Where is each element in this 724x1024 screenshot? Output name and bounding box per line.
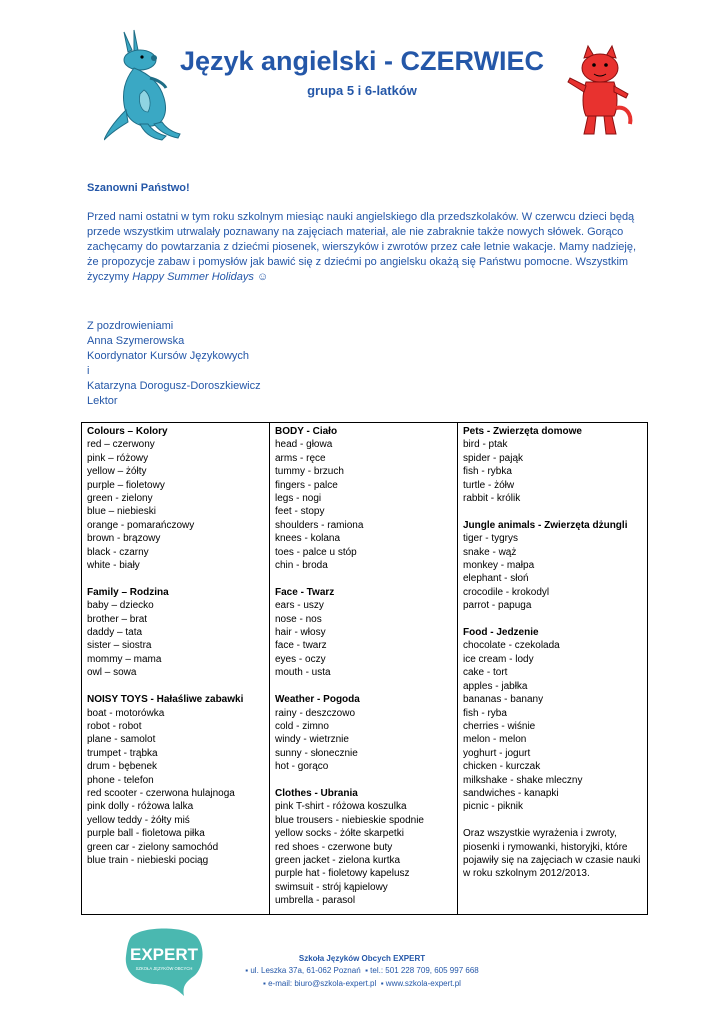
- vocab-item: knees - kolana: [275, 533, 341, 545]
- vocab-item: elephant - słoń: [463, 573, 529, 585]
- signature-line: Katarzyna Dorogusz-Doroszkiewicz: [87, 380, 261, 392]
- vocab-item: red shoes - czerwone buty: [275, 841, 393, 853]
- letter-wish: Happy Summer Holidays: [132, 271, 254, 283]
- vocab-item: purple ball - fioletowa piłka: [87, 828, 205, 840]
- section-spacer: [87, 572, 264, 585]
- vocab-item: umbrella - parasol: [275, 895, 356, 907]
- vocab-section-title: BODY - Ciało: [275, 426, 338, 437]
- vocab-column: [270, 423, 458, 915]
- vocab-closing-note: Oraz wszystkie wyrażenia i zwroty, piosenki i rymowanki, historyjki, które pojawiły się na zajęciach w czasie nauki w roku szkolnym 2012/2013.: [463, 828, 641, 880]
- vocab-item: pink dolly - różowa lalka: [87, 801, 194, 813]
- vocab-item: yoghurt - jogurt: [463, 747, 531, 759]
- vocab-column: [458, 423, 648, 915]
- footer-school: Szkoła Języków Obcych EXPERT: [298, 954, 426, 963]
- vocab-item: brother – brat: [87, 613, 148, 625]
- letter-body: [87, 210, 647, 285]
- vocab-item: mommy – mama: [87, 653, 162, 665]
- vocab-item: fish - rybka: [463, 466, 512, 478]
- signature-line: i: [87, 365, 90, 377]
- vocab-section-title: Face - Twarz: [275, 586, 335, 598]
- vocab-item: chin - broda: [275, 560, 328, 572]
- footer-website[interactable]: www.szkola-expert.pl: [385, 979, 461, 988]
- bullet-icon: ▪: [365, 966, 371, 975]
- vocab-item: head - głowa: [275, 439, 333, 451]
- vocab-item: crocodile - krokodyl: [463, 586, 550, 598]
- vocab-item: pink T-shirt - różowa koszulka: [275, 801, 407, 813]
- section-spacer: [463, 613, 642, 626]
- vocab-item: bananas - banany: [463, 694, 544, 706]
- vocab-item: blue trousers - niebieskie spodnie: [275, 814, 424, 826]
- vocab-section-title: Family – Rodzina: [87, 586, 169, 598]
- vocab-item: picnic - piknik: [463, 801, 524, 813]
- vocab-item: sister – siostra: [87, 640, 152, 652]
- footer-web-line: [0, 979, 724, 988]
- vocab-item: green - zielony: [87, 493, 153, 505]
- vocab-item: melon - melon: [463, 734, 527, 746]
- vocab-section-title: Weather - Pogoda: [275, 694, 360, 706]
- vocab-item: turtle - żółw: [463, 479, 515, 491]
- vocab-item: orange - pomarańczowy: [87, 519, 195, 531]
- vocab-item: rabbit - królik: [463, 493, 521, 505]
- vocab-item: cherries - wiśnie: [463, 720, 536, 732]
- vocab-item: eyes - oczy: [275, 653, 326, 665]
- vocab-item: drum - bębenek: [87, 761, 158, 773]
- vocab-item: cold - zimno: [275, 720, 329, 732]
- vocab-item: snake - wąż: [463, 546, 517, 558]
- vocab-section-title: Pets - Zwierzęta domowe: [463, 426, 582, 437]
- vocab-item: black - czarny: [87, 546, 149, 558]
- vocab-item: baby – dziecko: [87, 600, 154, 612]
- vocab-item: rainy - deszczowo: [275, 707, 356, 719]
- signature: [87, 319, 261, 409]
- logo-text: EXPERT: [129, 945, 199, 964]
- vocab-section-title: Clothes - Ubrania: [275, 787, 358, 799]
- vocab-item: monkey - małpa: [463, 560, 535, 572]
- footer-phone: tel.: 501 228 709, 605 997 668: [370, 966, 479, 975]
- vocab-item: legs - nogi: [275, 493, 322, 505]
- vocab-section-title: Colours – Kolory: [87, 426, 168, 437]
- letter-body-text: Przed nami ostatni w tym roku szkolnym miesiąc nauki angielskiego dla przedszkolaków. W czerwcu dzieci będą przede wszystkim utrwalały poznawany na zajęciach materiał, ale nie zabraknie także nowych słówek. Gorąco zachęcamy do powtarzania z dziećmi piosenek, wierszyków i zwrotów przez całe letnie wakacje. Mamy nadzieję, że propozycje zabaw i pomysłów jak bawić się z dziećmi po angielsku okażą się Państwu pomocne. Wszystkim życzymy: [87, 211, 637, 283]
- vocab-item: parrot - papuga: [463, 600, 532, 612]
- vocab-item: bird - ptak: [463, 439, 508, 451]
- letter: [87, 181, 647, 285]
- vocab-item: boat - motorówka: [87, 707, 165, 719]
- vocab-section-title: NOISY TOYS - Hałaśliwe zabawki: [87, 694, 244, 706]
- vocab-item: feet - stopy: [275, 506, 325, 518]
- bullet-icon: ▪: [263, 979, 269, 988]
- vocab-item: mouth - usta: [275, 667, 331, 679]
- vocab-item: red – czerwony: [87, 439, 155, 451]
- section-spacer: [275, 774, 452, 787]
- bullet-icon: ▪: [380, 979, 386, 988]
- vocab-item: purple – fioletowy: [87, 479, 165, 491]
- vocab-item: red scooter - czerwona hulajnoga: [87, 787, 235, 799]
- vocab-item: cake - tort: [463, 667, 508, 679]
- footer-email[interactable]: e-mail: biuro@szkola-expert.pl: [268, 979, 377, 988]
- vocab-item: fish - ryba: [463, 707, 507, 719]
- vocab-item: tummy - brzuch: [275, 466, 344, 478]
- vocab-item: trumpet - trąbka: [87, 747, 158, 759]
- logo-subtext: SZKOŁA JĘZYKÓW OBCYCH: [135, 966, 193, 971]
- vocab-item: blue – niebieski: [87, 506, 156, 518]
- vocab-item: face - twarz: [275, 640, 327, 652]
- vocab-item: tiger - tygrys: [463, 533, 519, 545]
- vocab-item: hair - włosy: [275, 627, 326, 639]
- vocab-item: yellow – żółty: [87, 466, 147, 478]
- vocab-item: milkshake - shake mleczny: [463, 774, 583, 786]
- vocab-item: white - biały: [87, 560, 140, 572]
- vocab-item: arms - ręce: [275, 452, 326, 464]
- bullet-icon: ▪: [245, 966, 251, 975]
- vocab-item: shoulders - ramiona: [275, 519, 364, 531]
- vocab-item: chocolate - czekolada: [463, 640, 560, 652]
- vocab-item: brown - brązowy: [87, 533, 161, 545]
- signature-line: Lektor: [87, 395, 118, 407]
- vocab-item: daddy – tata: [87, 627, 143, 639]
- footer-address: ul. Leszka 37a, 61-062 Poznań: [250, 966, 361, 975]
- section-spacer: [463, 505, 642, 518]
- vocab-item: ears - uszy: [275, 600, 324, 612]
- vocab-item: apples - jabłka: [463, 680, 528, 692]
- section-spacer: [87, 680, 264, 693]
- letter-greeting: Szanowni Państwo!: [87, 182, 190, 194]
- vocab-section-title: Jungle animals - Zwierzęta dżungli: [463, 519, 628, 531]
- vocab-item: yellow socks - żółte skarpetki: [275, 828, 404, 840]
- vocab-item: green jacket - zielona kurtka: [275, 854, 401, 866]
- vocab-section-title: Food - Jedzenie: [463, 627, 539, 639]
- signature-line: Koordynator Kursów Językowych: [87, 350, 250, 362]
- vocab-item: blue train - niebieski pociąg: [87, 854, 209, 866]
- vocab-item: robot - robot: [87, 720, 142, 732]
- section-spacer: [275, 680, 452, 693]
- vocab-item: windy - wietrznie: [275, 734, 349, 746]
- footer-contact-line: [0, 966, 724, 975]
- page-title: Język angielski - CZERWIEC: [179, 46, 545, 76]
- vocab-item: swimsuit - strój kąpielowy: [275, 881, 388, 893]
- smiley-icon: ☺: [256, 271, 269, 283]
- vocab-item: pink – różowy: [87, 452, 149, 464]
- vocab-item: hot - gorąco: [275, 761, 329, 773]
- vocab-item: nose - nos: [275, 613, 322, 625]
- vocab-item: plane - samolot: [87, 734, 156, 746]
- vocab-item: ice cream - lody: [463, 653, 534, 665]
- vocab-item: yellow teddy - żółty miś: [87, 814, 190, 826]
- signature-line: Z pozdrowieniami: [87, 320, 174, 332]
- vocabulary-table: [81, 422, 648, 915]
- vocab-item: sunny - słonecznie: [275, 747, 358, 759]
- vocab-item: spider - pająk: [463, 452, 524, 464]
- vocab-column: [82, 423, 270, 915]
- section-spacer: [463, 814, 642, 827]
- vocab-item: fingers - palce: [275, 479, 338, 491]
- page-subtitle: grupa 5 i 6-latków: [307, 83, 417, 98]
- vocab-item: sandwiches - kanapki: [463, 787, 559, 799]
- vocab-item: chicken - kurczak: [463, 761, 541, 773]
- vocab-item: toes - palce u stóp: [275, 546, 357, 558]
- vocab-item: purple hat - fioletowy kapelusz: [275, 868, 410, 880]
- vocab-item: owl – sowa: [87, 667, 137, 679]
- vocab-item: green car - zielony samochód: [87, 841, 219, 853]
- vocab-item: phone - telefon: [87, 774, 154, 786]
- section-spacer: [275, 572, 452, 585]
- signature-line: Anna Szymerowska: [87, 335, 185, 347]
